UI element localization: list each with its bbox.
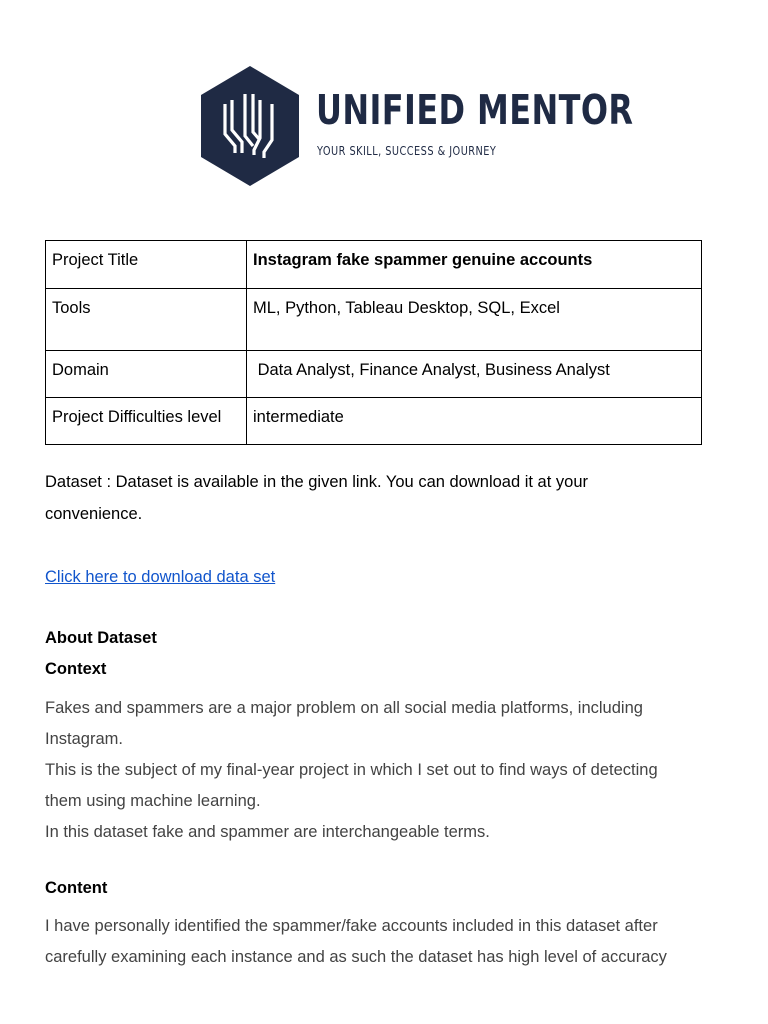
- context-line: Fakes and spammers are a major problem on all social media platforms, including: [45, 699, 643, 717]
- tools-value: ML, Python, Tableau Desktop, SQL, Excel: [247, 289, 702, 351]
- dataset-line: Dataset : Dataset is available in the given link. You can download it at your: [45, 473, 589, 491]
- brand-tagline: YOUR SKILL, SUCCESS & JOURNEY: [317, 143, 497, 158]
- table-row-project-title: [46, 241, 702, 289]
- table-row-difficulty: [46, 398, 702, 445]
- context-line: In this dataset fake and spammer are interchangeable terms.: [45, 823, 490, 841]
- hexagon-logo-icon: [198, 64, 302, 188]
- project-title-value: Instagram fake spammer genuine accounts: [247, 241, 702, 289]
- domain-label: Domain: [46, 351, 247, 398]
- difficulty-value: intermediate: [247, 398, 702, 445]
- unified-mentor-logo: [198, 64, 634, 188]
- content-line: I have personally identified the spammer/fake accounts included in this dataset after: [45, 917, 658, 935]
- table-row-domain: [46, 351, 702, 398]
- about-dataset-heading: About Dataset: [45, 629, 157, 647]
- download-link-row: [45, 561, 275, 593]
- context-line: Instagram.: [45, 730, 123, 748]
- content-heading: Content: [45, 879, 108, 897]
- context-line: them using machine learning.: [45, 792, 261, 810]
- tools-label: Tools: [46, 289, 247, 351]
- brand-name: UNIFIED MENTOR: [316, 86, 634, 134]
- project-info-table: [45, 240, 702, 445]
- dataset-line: convenience.: [45, 505, 143, 523]
- table-row-tools: [46, 289, 702, 351]
- domain-value: Data Analyst, Finance Analyst, Business Analyst: [247, 351, 702, 398]
- context-heading: Context: [45, 660, 107, 678]
- difficulty-label: Project Difficulties level: [46, 398, 247, 445]
- project-title-label: Project Title: [46, 241, 247, 289]
- context-line: This is the subject of my final-year project in which I set out to find ways of detecting: [45, 761, 658, 779]
- download-dataset-link[interactable]: Click here to download data set: [45, 568, 276, 586]
- content-paragraph: [45, 911, 667, 973]
- content-line: carefully examining each instance and as such the dataset has high level of accuracy: [45, 948, 667, 966]
- dataset-paragraph: [45, 466, 588, 530]
- context-paragraph: [45, 693, 658, 848]
